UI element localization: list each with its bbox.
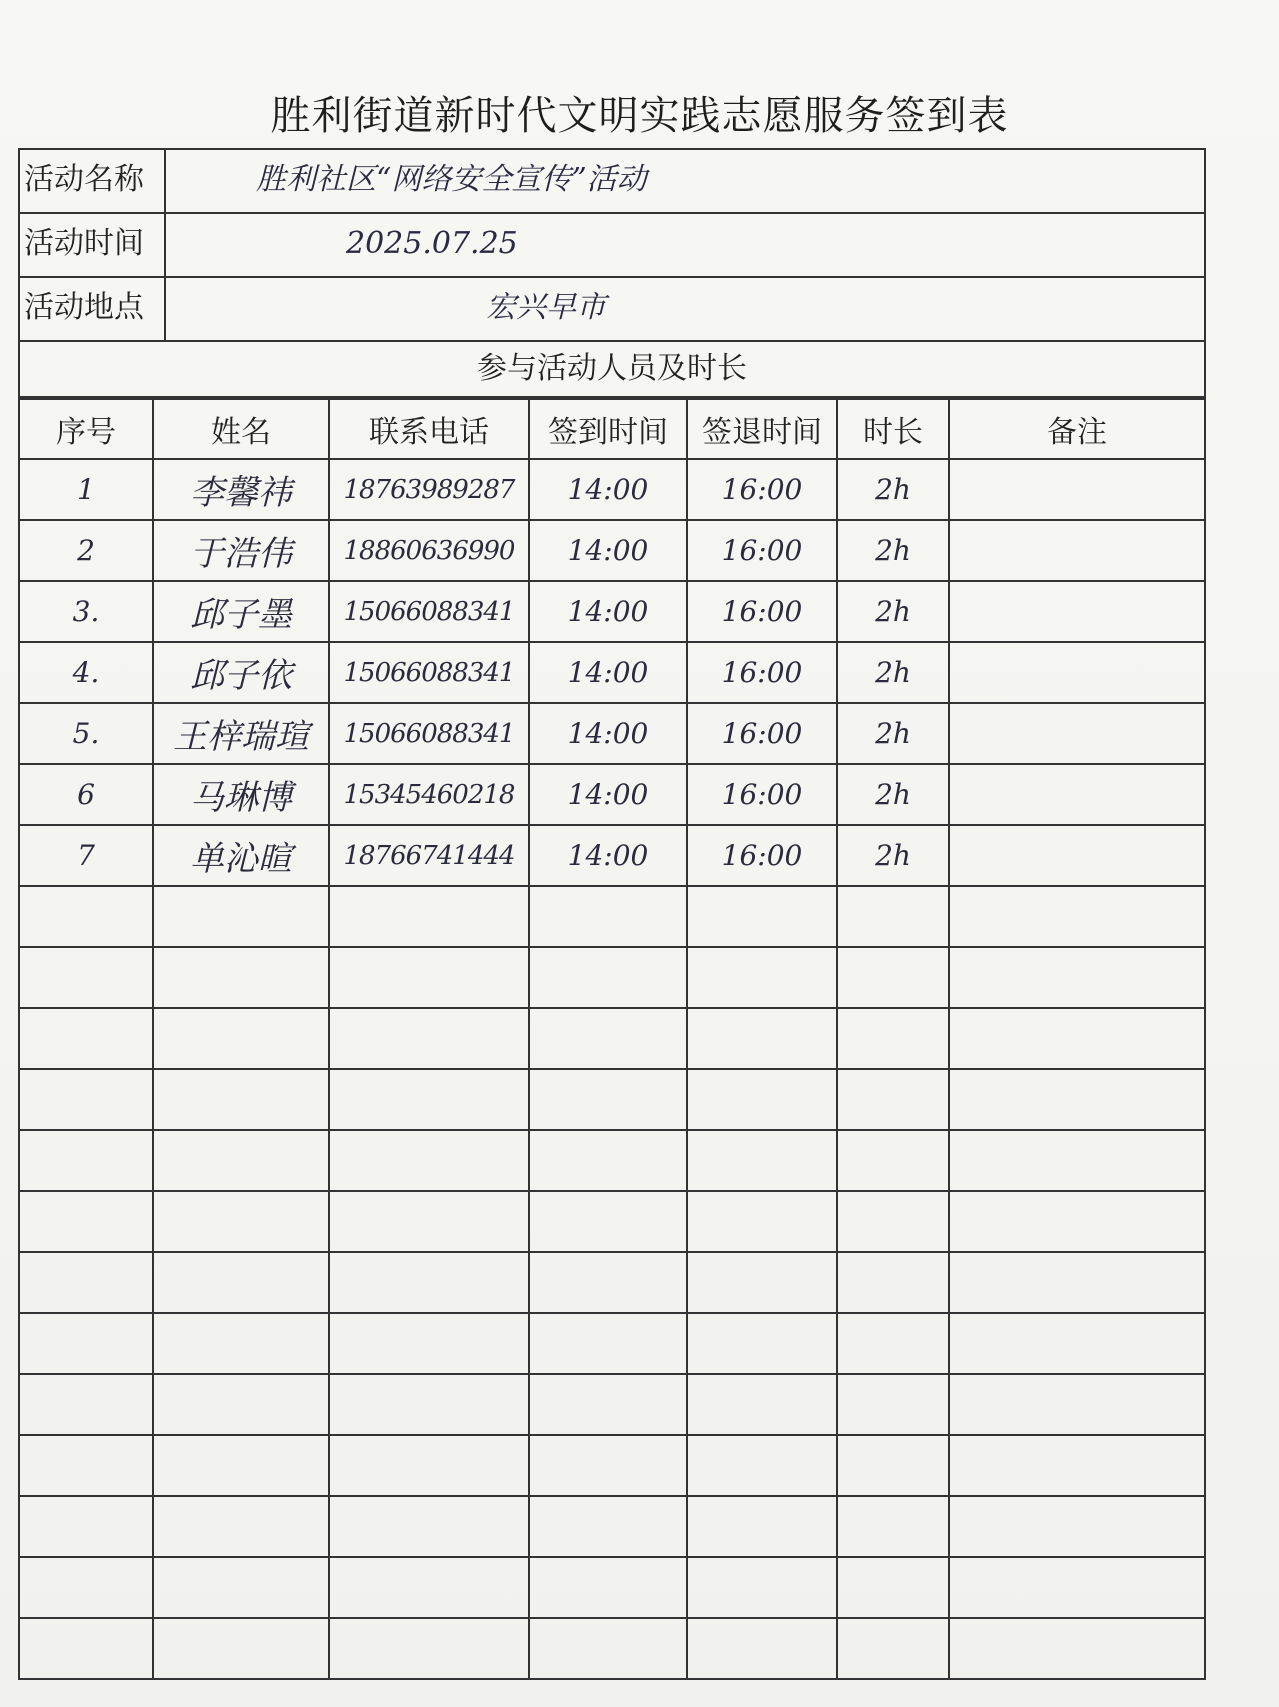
- blank-cell: [329, 1069, 529, 1130]
- row-phone: 15066088341: [329, 581, 529, 642]
- row-no: 3.: [20, 581, 153, 642]
- blank-cell: [329, 1618, 529, 1678]
- row-name: 李馨祎: [153, 459, 329, 520]
- blank-cell: [153, 1374, 329, 1435]
- blank-cell: [949, 1557, 1204, 1618]
- blank-cell: [153, 1130, 329, 1191]
- row-phone: 18763989287: [329, 459, 529, 520]
- blank-cell: [529, 1252, 687, 1313]
- blank-cell: [20, 1069, 153, 1130]
- blank-cell: [529, 1557, 687, 1618]
- column-header-sign-out: 签退时间: [687, 399, 837, 459]
- table-row: [20, 703, 1204, 764]
- row-no: 6: [20, 764, 153, 825]
- blank-cell: [153, 1191, 329, 1252]
- row-duration: 2h: [837, 764, 949, 825]
- row-phone: 15066088341: [329, 703, 529, 764]
- blank-cell: [329, 1130, 529, 1191]
- column-header-phone: 联系电话: [329, 399, 529, 459]
- blank-cell: [687, 1130, 837, 1191]
- blank-cell: [837, 947, 949, 1008]
- blank-cell: [949, 1496, 1204, 1557]
- blank-cell: [529, 1191, 687, 1252]
- row-note: [949, 581, 1204, 642]
- activity-place-label: 活动地点: [20, 278, 166, 340]
- column-header-duration: 时长: [837, 399, 949, 459]
- activity-place-row: [20, 278, 1204, 342]
- row-note: [949, 703, 1204, 764]
- blank-row: [20, 1618, 1204, 1678]
- table-row: [20, 520, 1204, 581]
- blank-cell: [529, 886, 687, 947]
- blank-cell: [329, 1191, 529, 1252]
- blank-cell: [20, 1252, 153, 1313]
- blank-cell: [329, 1557, 529, 1618]
- blank-cell: [949, 1130, 1204, 1191]
- blank-row: [20, 1191, 1204, 1252]
- row-name: 邱子墨: [153, 581, 329, 642]
- blank-cell: [20, 1374, 153, 1435]
- blank-cell: [329, 1252, 529, 1313]
- blank-cell: [949, 1252, 1204, 1313]
- row-note: [949, 642, 1204, 703]
- blank-cell: [687, 886, 837, 947]
- row-phone: 15345460218: [329, 764, 529, 825]
- blank-cell: [153, 1252, 329, 1313]
- blank-cell: [20, 1435, 153, 1496]
- blank-cell: [837, 1130, 949, 1191]
- blank-cell: [529, 1496, 687, 1557]
- blank-cell: [153, 1313, 329, 1374]
- row-no: 1: [20, 459, 153, 520]
- activity-name-value: 胜利社区“网络安全宣传”活动: [256, 162, 647, 197]
- blank-cell: [153, 1069, 329, 1130]
- blank-cell: [837, 1496, 949, 1557]
- blank-cell: [153, 1557, 329, 1618]
- blank-cell: [529, 1435, 687, 1496]
- row-sign-in: 14:00: [529, 642, 687, 703]
- table-row: [20, 581, 1204, 642]
- blank-cell: [687, 947, 837, 1008]
- blank-row: [20, 1130, 1204, 1191]
- row-no: 5.: [20, 703, 153, 764]
- row-duration: 2h: [837, 642, 949, 703]
- table-header-row: [20, 399, 1204, 459]
- column-header-sign-in: 签到时间: [529, 399, 687, 459]
- row-phone: 15066088341: [329, 642, 529, 703]
- blank-cell: [153, 1435, 329, 1496]
- blank-cell: [329, 1435, 529, 1496]
- blank-cell: [20, 1008, 153, 1069]
- blank-cell: [949, 1374, 1204, 1435]
- row-note: [949, 764, 1204, 825]
- blank-cell: [949, 1191, 1204, 1252]
- row-no: 2: [20, 520, 153, 581]
- blank-cell: [949, 947, 1204, 1008]
- blank-row: [20, 1374, 1204, 1435]
- blank-cell: [20, 1496, 153, 1557]
- row-sign-in: 14:00: [529, 703, 687, 764]
- column-header-name: 姓名: [153, 399, 329, 459]
- row-name: 马琳博: [153, 764, 329, 825]
- table-row: [20, 764, 1204, 825]
- blank-cell: [687, 1618, 837, 1678]
- blank-cell: [529, 1008, 687, 1069]
- blank-row: [20, 1252, 1204, 1313]
- row-sign-in: 14:00: [529, 520, 687, 581]
- blank-cell: [837, 1191, 949, 1252]
- blank-cell: [837, 1618, 949, 1678]
- blank-cell: [153, 1618, 329, 1678]
- blank-cell: [687, 1557, 837, 1618]
- row-sign-in: 14:00: [529, 825, 687, 886]
- row-phone: 18860636990: [329, 520, 529, 581]
- blank-cell: [949, 1313, 1204, 1374]
- form-table: [18, 148, 1206, 1680]
- blank-cell: [329, 1496, 529, 1557]
- row-duration: 2h: [837, 459, 949, 520]
- blank-cell: [153, 1008, 329, 1069]
- blank-cell: [329, 1313, 529, 1374]
- row-no: 7: [20, 825, 153, 886]
- blank-cell: [20, 886, 153, 947]
- row-name: 单沁暄: [153, 825, 329, 886]
- row-duration: 2h: [837, 825, 949, 886]
- blank-row: [20, 947, 1204, 1008]
- participants-table: [20, 398, 1204, 1678]
- blank-cell: [20, 947, 153, 1008]
- row-sign-out: 16:00: [687, 825, 837, 886]
- blank-cell: [687, 1435, 837, 1496]
- form-title: 胜利街道新时代文明实践志愿服务签到表: [270, 93, 1009, 139]
- blank-cell: [529, 1374, 687, 1435]
- blank-cell: [837, 886, 949, 947]
- column-header-no: 序号: [20, 399, 153, 459]
- row-sign-out: 16:00: [687, 520, 837, 581]
- blank-cell: [20, 1191, 153, 1252]
- blank-cell: [529, 1069, 687, 1130]
- column-header-note: 备注: [949, 399, 1204, 459]
- row-duration: 2h: [837, 581, 949, 642]
- blank-cell: [949, 1435, 1204, 1496]
- blank-row: [20, 886, 1204, 947]
- table-row: [20, 825, 1204, 886]
- table-row: [20, 459, 1204, 520]
- blank-cell: [687, 1191, 837, 1252]
- activity-place-value: 宏兴早市: [486, 290, 606, 325]
- blank-cell: [949, 886, 1204, 947]
- blank-cell: [949, 1618, 1204, 1678]
- activity-name-row: [20, 150, 1204, 214]
- row-note: [949, 459, 1204, 520]
- blank-cell: [529, 1313, 687, 1374]
- blank-cell: [329, 1008, 529, 1069]
- table-row: [20, 642, 1204, 703]
- blank-cell: [949, 1008, 1204, 1069]
- blank-cell: [687, 1374, 837, 1435]
- row-name: 于浩伟: [153, 520, 329, 581]
- blank-cell: [20, 1130, 153, 1191]
- blank-cell: [20, 1557, 153, 1618]
- blank-row: [20, 1069, 1204, 1130]
- row-sign-in: 14:00: [529, 459, 687, 520]
- row-name: 王梓瑞瑄: [153, 703, 329, 764]
- blank-row: [20, 1496, 1204, 1557]
- blank-cell: [837, 1069, 949, 1130]
- blank-cell: [153, 947, 329, 1008]
- row-note: [949, 520, 1204, 581]
- blank-cell: [837, 1435, 949, 1496]
- activity-time-value: 2025.07.25: [346, 226, 518, 261]
- blank-row: [20, 1557, 1204, 1618]
- blank-cell: [837, 1374, 949, 1435]
- blank-cell: [687, 1252, 837, 1313]
- row-sign-out: 16:00: [687, 764, 837, 825]
- blank-cell: [837, 1008, 949, 1069]
- row-sign-out: 16:00: [687, 459, 837, 520]
- blank-cell: [153, 886, 329, 947]
- blank-cell: [949, 1069, 1204, 1130]
- blank-cell: [529, 1130, 687, 1191]
- blank-cell: [329, 947, 529, 1008]
- participants-section-title: 参与活动人员及时长: [20, 342, 1204, 398]
- blank-cell: [529, 947, 687, 1008]
- blank-cell: [837, 1557, 949, 1618]
- blank-row: [20, 1313, 1204, 1374]
- blank-cell: [529, 1618, 687, 1678]
- row-sign-out: 16:00: [687, 581, 837, 642]
- blank-row: [20, 1008, 1204, 1069]
- blank-cell: [687, 1496, 837, 1557]
- row-sign-out: 16:00: [687, 642, 837, 703]
- blank-cell: [837, 1252, 949, 1313]
- blank-cell: [687, 1069, 837, 1130]
- activity-time-row: [20, 214, 1204, 278]
- row-no: 4.: [20, 642, 153, 703]
- activity-time-label: 活动时间: [20, 214, 166, 276]
- blank-cell: [687, 1008, 837, 1069]
- row-duration: 2h: [837, 703, 949, 764]
- row-sign-in: 14:00: [529, 764, 687, 825]
- blank-cell: [153, 1496, 329, 1557]
- row-phone: 18766741444: [329, 825, 529, 886]
- blank-row: [20, 1435, 1204, 1496]
- activity-name-label: 活动名称: [20, 150, 166, 212]
- row-note: [949, 825, 1204, 886]
- row-sign-in: 14:00: [529, 581, 687, 642]
- blank-cell: [837, 1313, 949, 1374]
- row-duration: 2h: [837, 520, 949, 581]
- row-sign-out: 16:00: [687, 703, 837, 764]
- blank-cell: [20, 1618, 153, 1678]
- blank-cell: [20, 1313, 153, 1374]
- blank-cell: [687, 1313, 837, 1374]
- row-name: 邱子依: [153, 642, 329, 703]
- blank-cell: [329, 886, 529, 947]
- blank-cell: [329, 1374, 529, 1435]
